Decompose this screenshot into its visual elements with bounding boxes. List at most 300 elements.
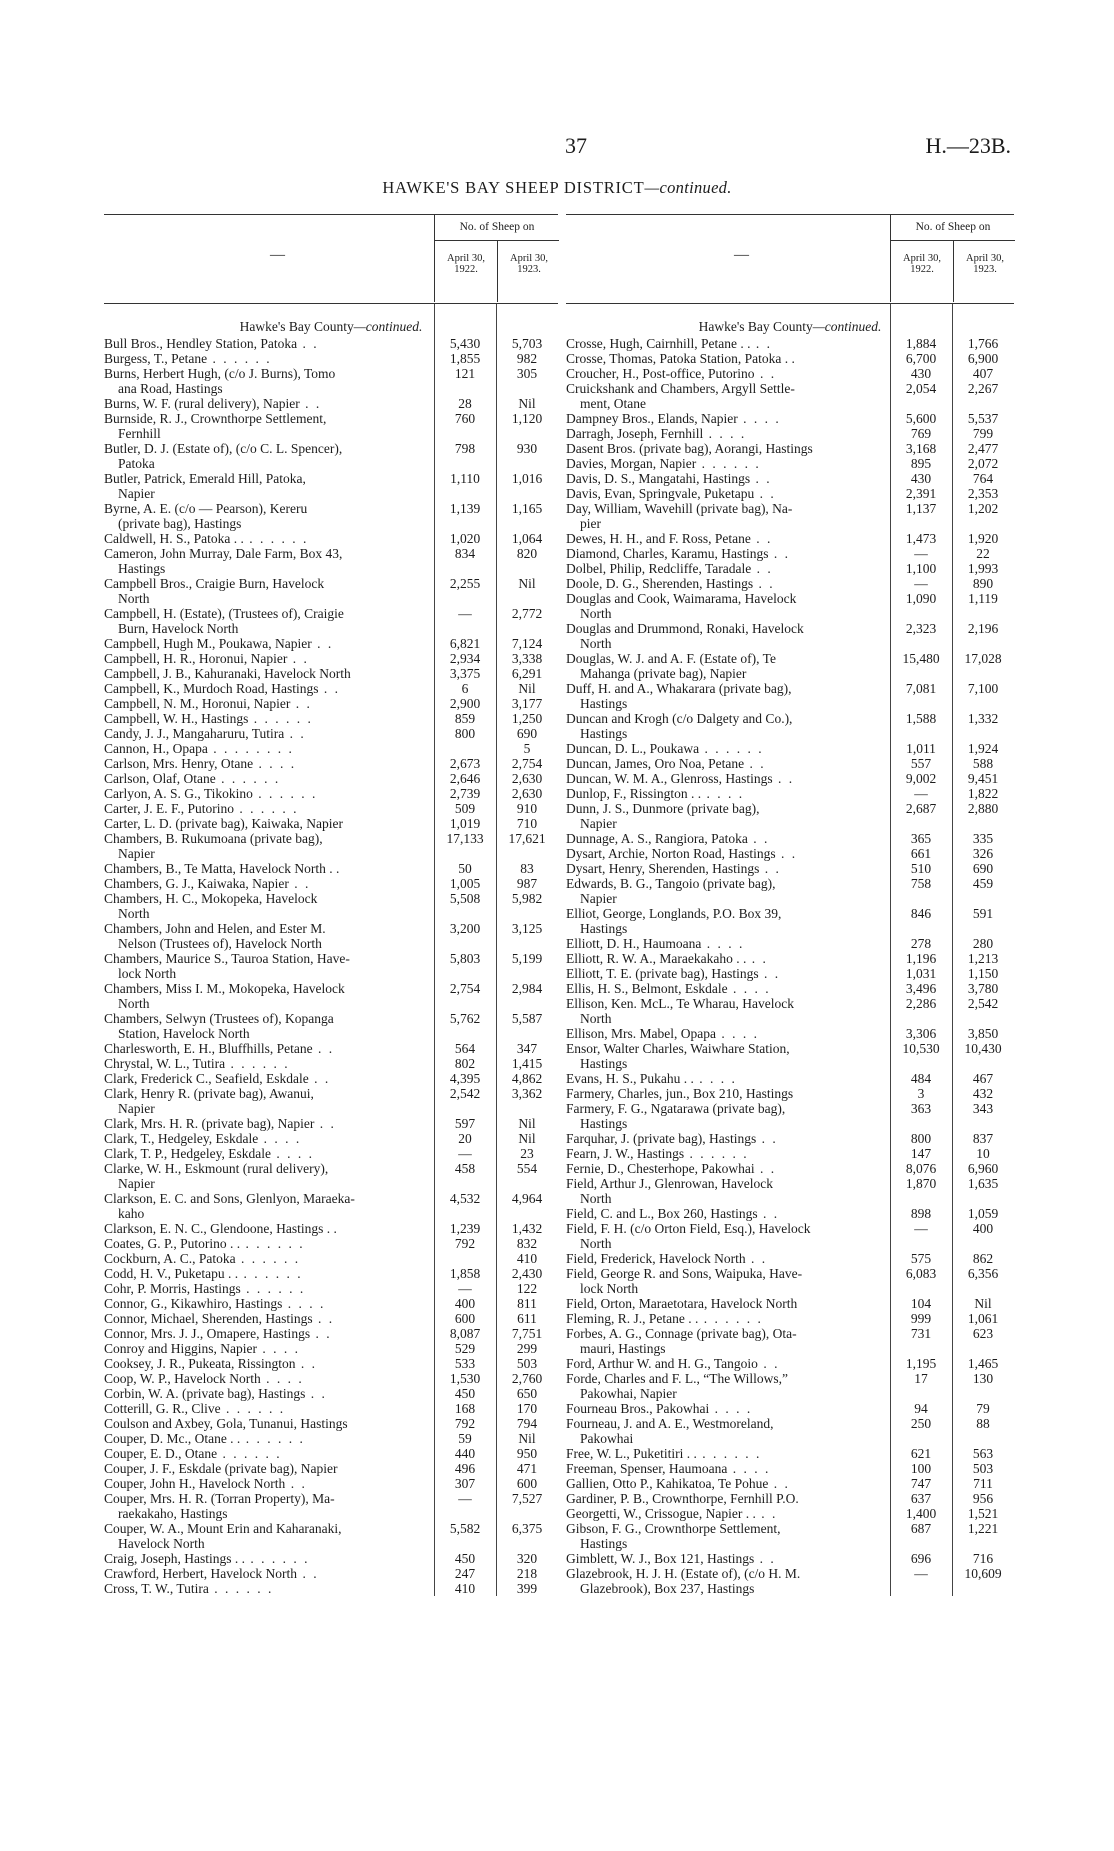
row-name: Ford, Arthur W. and H. G., Tangoio bbox=[566, 1356, 758, 1371]
table-row bbox=[566, 501, 1014, 531]
value-1922: 307 bbox=[454, 1476, 476, 1491]
table-row bbox=[104, 1116, 558, 1131]
value-1922: 2,754 bbox=[449, 981, 481, 996]
row-name: Duff, H. and A., Whakarara (private bag), bbox=[566, 681, 792, 696]
row-leader-dots: . . bbox=[751, 561, 773, 576]
table-row bbox=[566, 1161, 1014, 1176]
value-1923: 1,332 bbox=[967, 711, 999, 726]
row-name-cell bbox=[104, 981, 434, 1011]
row-name-cell bbox=[104, 1236, 434, 1251]
row-name: Dewes, H. H., and F. Ross, Petane bbox=[566, 531, 751, 546]
value-1923: 1,221 bbox=[967, 1521, 999, 1536]
row-name-cell bbox=[104, 1551, 434, 1566]
value-1923: Nil bbox=[518, 576, 536, 591]
row-name: Farquhar, J. (private bag), Hastings bbox=[566, 1131, 757, 1146]
value-1923: 1,415 bbox=[511, 1056, 543, 1071]
header-blank: — bbox=[270, 247, 285, 263]
table-row bbox=[566, 1071, 1014, 1086]
row-name: Fleming, R. J., Petane . . bbox=[566, 1311, 699, 1326]
row-name: Gardiner, P. B., Crownthorpe, Fernhill P.O. bbox=[566, 1491, 799, 1506]
row-name-continuation: raekakaho, Hastings bbox=[118, 1506, 228, 1521]
value-1922: 600 bbox=[454, 1311, 476, 1326]
value-1922: 760 bbox=[454, 411, 476, 426]
table-row bbox=[104, 1056, 558, 1071]
row-leader-dots: . . . . . . bbox=[252, 786, 318, 801]
value-1922: 363 bbox=[910, 1101, 932, 1116]
row-leader-dots: . . bbox=[318, 681, 340, 696]
value-1922: — bbox=[458, 1281, 472, 1296]
table-row bbox=[566, 471, 1014, 486]
row-name-cell bbox=[104, 1476, 434, 1491]
value-1922: 3,496 bbox=[905, 981, 937, 996]
table-row bbox=[104, 651, 558, 666]
row-name-cell bbox=[104, 801, 434, 816]
value-1923: 1,521 bbox=[967, 1506, 999, 1521]
table-row bbox=[566, 561, 1014, 576]
value-1922: 3,200 bbox=[449, 921, 481, 936]
row-name-cell bbox=[566, 1311, 890, 1326]
value-1923: 399 bbox=[516, 1581, 538, 1596]
col-1922-header: April 30, 1922. bbox=[903, 253, 941, 275]
value-1923: Nil bbox=[518, 1131, 536, 1146]
row-name-cell bbox=[104, 366, 434, 396]
value-1922: 834 bbox=[454, 546, 476, 561]
row-name: Ensor, Walter Charles, Waiwhare Station, bbox=[566, 1041, 790, 1056]
row-name-cell bbox=[566, 561, 890, 576]
table-row bbox=[566, 366, 1014, 381]
row-name: Corbin, W. A. (private bag), Hastings bbox=[104, 1386, 306, 1401]
row-name-cell bbox=[566, 621, 890, 651]
row-name-cell bbox=[104, 396, 434, 411]
value-1923: 10,430 bbox=[964, 1041, 1002, 1056]
row-name-cell bbox=[104, 1431, 434, 1446]
value-1922: 792 bbox=[454, 1236, 476, 1251]
row-name-continuation: pier bbox=[580, 516, 601, 531]
col-1922-header: April 30, 1922. bbox=[447, 253, 485, 275]
value-1923: 467 bbox=[972, 1071, 994, 1086]
row-name: Bull Bros., Hendley Station, Patoka bbox=[104, 336, 298, 351]
value-1922: 5,430 bbox=[449, 336, 481, 351]
table-row bbox=[104, 531, 558, 546]
row-leader-dots: . . bbox=[314, 1116, 336, 1131]
value-1923: 930 bbox=[516, 441, 538, 456]
table-header bbox=[104, 214, 558, 304]
row-name-continuation: ment, Otane bbox=[580, 396, 646, 411]
value-1923: 2,880 bbox=[967, 801, 999, 816]
row-name-cell bbox=[566, 486, 890, 501]
table-row bbox=[104, 1326, 558, 1341]
row-leader-dots: . . . . bbox=[256, 1341, 300, 1356]
value-1922: 1,239 bbox=[449, 1221, 481, 1236]
row-leader-dots: . . . . bbox=[270, 1146, 314, 1161]
row-leader-dots: . . bbox=[756, 1131, 778, 1146]
row-name: Couper, W. A., Mount Erin and Kaharanaki, bbox=[104, 1521, 342, 1536]
sheep-count-group-label: No. of Sheep on bbox=[891, 215, 1015, 241]
value-1922: 59 bbox=[458, 1431, 472, 1446]
table-row bbox=[566, 1371, 1014, 1401]
value-1922: 2,687 bbox=[905, 801, 937, 816]
value-1922: — bbox=[914, 546, 928, 561]
row-leader-dots: . . bbox=[287, 651, 309, 666]
value-1922: 999 bbox=[910, 1311, 932, 1326]
value-1922: 529 bbox=[454, 1341, 476, 1356]
value-1922: 1,530 bbox=[449, 1371, 481, 1386]
table-row bbox=[566, 1176, 1014, 1206]
row-name-cell bbox=[566, 1326, 890, 1356]
row-name: Chambers, H. C., Mokopeka, Havelock bbox=[104, 891, 318, 906]
value-1923: 2,353 bbox=[967, 486, 999, 501]
row-leader-dots: . . . . . . . . bbox=[207, 741, 294, 756]
row-name-continuation: Hastings bbox=[118, 561, 166, 576]
value-1923: 432 bbox=[972, 1086, 994, 1101]
value-1923: 956 bbox=[972, 1491, 994, 1506]
value-1923: 335 bbox=[972, 831, 994, 846]
value-1922: 247 bbox=[454, 1566, 476, 1581]
value-1923: 563 bbox=[972, 1446, 994, 1461]
value-1923: 650 bbox=[516, 1386, 538, 1401]
row-name: Campbell, N. M., Horonui, Napier bbox=[104, 696, 291, 711]
row-name: Edwards, B. G., Tangoio (private bag), bbox=[566, 876, 776, 891]
value-1922: 859 bbox=[454, 711, 476, 726]
row-name-cell bbox=[566, 741, 890, 756]
row-leader-dots: . . bbox=[311, 636, 334, 651]
row-name-cell bbox=[566, 1491, 890, 1506]
row-name: Carlson, Olaf, Otane bbox=[104, 771, 216, 786]
value-1922: 458 bbox=[454, 1161, 476, 1176]
row-leader-dots: . . bbox=[758, 966, 781, 981]
value-1923: 1,120 bbox=[511, 411, 543, 426]
value-1922: 898 bbox=[910, 1206, 932, 1221]
value-1923: 591 bbox=[972, 906, 994, 921]
table-row bbox=[104, 711, 558, 726]
value-1923: 22 bbox=[976, 546, 990, 561]
value-1922: 5,600 bbox=[905, 411, 937, 426]
row-name: Gallien, Otto P., Kahikatoa, Te Pohue bbox=[566, 1476, 769, 1491]
value-1923: 407 bbox=[972, 366, 994, 381]
value-1922: 168 bbox=[454, 1401, 476, 1416]
value-1922: 365 bbox=[910, 831, 932, 846]
table-row bbox=[104, 1461, 558, 1476]
table-row bbox=[104, 1281, 558, 1296]
value-1923: 820 bbox=[516, 546, 538, 561]
row-name-cell bbox=[104, 1086, 434, 1116]
row-leader-dots: . . . . bbox=[727, 981, 771, 996]
value-1923: 1,920 bbox=[967, 531, 999, 546]
row-name-cell bbox=[566, 861, 890, 876]
row-name-cell bbox=[566, 786, 890, 801]
table-row bbox=[104, 696, 558, 711]
row-name-continuation: Glazebrook), Box 237, Hastings bbox=[580, 1581, 755, 1596]
row-name: Darragh, Joseph, Fernhill bbox=[566, 426, 704, 441]
table-row bbox=[104, 1476, 558, 1491]
row-name: Field, George R. and Sons, Waipuka, Have- bbox=[566, 1266, 803, 1281]
value-1923: 503 bbox=[516, 1356, 538, 1371]
value-1923: 862 bbox=[972, 1251, 994, 1266]
row-name-cell bbox=[566, 951, 890, 966]
value-1923: 17,621 bbox=[508, 831, 546, 846]
table-row bbox=[566, 531, 1014, 546]
value-1923: 811 bbox=[517, 1296, 537, 1311]
value-1922: 3,306 bbox=[905, 1026, 937, 1041]
table-row bbox=[104, 1356, 558, 1371]
value-1922: 1,031 bbox=[905, 966, 937, 981]
row-name-cell bbox=[566, 876, 890, 906]
value-1923: 5,199 bbox=[511, 951, 543, 966]
value-1923: 799 bbox=[972, 426, 994, 441]
row-name-cell bbox=[566, 1506, 890, 1521]
value-1923: Nil bbox=[974, 1296, 992, 1311]
value-1923: 6,375 bbox=[511, 1521, 543, 1536]
value-1923: Nil bbox=[518, 1116, 536, 1131]
value-1922: — bbox=[458, 1146, 472, 1161]
value-1922: 564 bbox=[454, 1041, 476, 1056]
row-name: Butler, Patrick, Emerald Hill, Patoka, bbox=[104, 471, 306, 486]
row-name: Clark, Frederick C., Seafield, Eskdale bbox=[104, 1071, 309, 1086]
row-name: Burns, W. F. (rural delivery), Napier bbox=[104, 396, 300, 411]
value-1923: 6,356 bbox=[967, 1266, 999, 1281]
value-1923: 218 bbox=[516, 1566, 538, 1581]
table-row bbox=[566, 1101, 1014, 1131]
row-name-cell bbox=[104, 861, 434, 876]
value-1923: 410 bbox=[516, 1251, 538, 1266]
row-leader-dots: . . . . bbox=[715, 1026, 759, 1041]
row-name-continuation: Napier bbox=[118, 1101, 155, 1116]
row-name-cell bbox=[566, 1416, 890, 1446]
row-name-cell bbox=[566, 1041, 890, 1071]
value-1922: 8,087 bbox=[449, 1326, 481, 1341]
row-name-cell bbox=[104, 1386, 434, 1401]
value-1923: 794 bbox=[516, 1416, 538, 1431]
row-name-cell bbox=[566, 1401, 890, 1416]
table-row bbox=[566, 1401, 1014, 1416]
value-1922: 6,083 bbox=[905, 1266, 937, 1281]
row-name-cell bbox=[566, 1566, 890, 1596]
row-leader-dots: . . . . . . bbox=[220, 1401, 286, 1416]
value-1923: 326 bbox=[972, 846, 994, 861]
row-leader-dots: . . . . . . bbox=[698, 1311, 763, 1326]
value-1923: 10 bbox=[976, 1146, 990, 1161]
value-1922: — bbox=[914, 1221, 928, 1236]
row-leader-dots: . . bbox=[747, 831, 770, 846]
row-name: Coates, G. P., Putorino . . bbox=[104, 1236, 241, 1251]
value-1922: 1,196 bbox=[905, 951, 937, 966]
value-1923: 79 bbox=[976, 1401, 990, 1416]
row-leader-dots: . . bbox=[285, 1476, 307, 1491]
row-name: Crawford, Herbert, Havelock North bbox=[104, 1566, 298, 1581]
row-name-cell bbox=[566, 1071, 890, 1086]
row-name: Clarke, W. H., Eskmount (rural delivery), bbox=[104, 1161, 329, 1176]
row-name-cell bbox=[104, 351, 434, 366]
row-leader-dots: . . bbox=[288, 876, 311, 891]
row-name: Evans, H. S., Pukahu . . bbox=[566, 1071, 694, 1086]
row-name: Douglas and Drummond, Ronaki, Havelock bbox=[566, 621, 804, 636]
value-1922: 9,002 bbox=[905, 771, 937, 786]
row-leader-dots: . . . . . . bbox=[684, 1146, 749, 1161]
value-1922: 1,400 bbox=[905, 1506, 937, 1521]
value-1923: 7,124 bbox=[511, 636, 543, 651]
row-name-cell bbox=[104, 1491, 434, 1521]
row-name: Clark, T., Hedgeley, Eskdale bbox=[104, 1131, 259, 1146]
value-1923: 1,059 bbox=[967, 1206, 999, 1221]
row-name-cell bbox=[566, 1131, 890, 1146]
row-leader-dots: . . bbox=[744, 756, 766, 771]
row-name-cell bbox=[566, 1266, 890, 1296]
table-row bbox=[104, 1221, 558, 1236]
row-name-cell bbox=[566, 381, 890, 411]
row-name-cell bbox=[566, 1296, 890, 1311]
row-name-cell bbox=[104, 411, 434, 441]
row-name: Dysart, Henry, Sherenden, Hastings bbox=[566, 861, 760, 876]
value-1922: 278 bbox=[910, 936, 932, 951]
row-name-continuation: North bbox=[118, 591, 150, 606]
table-row bbox=[104, 1296, 558, 1311]
row-name-continuation: North bbox=[580, 1011, 612, 1026]
value-1923: 3,780 bbox=[967, 981, 999, 996]
table-row bbox=[566, 1296, 1014, 1311]
value-1923: 890 bbox=[972, 576, 994, 591]
table-row bbox=[566, 681, 1014, 711]
row-name-cell bbox=[566, 1356, 890, 1371]
row-name: Crosse, Hugh, Cairnhill, Petane . . bbox=[566, 336, 751, 351]
row-name-cell bbox=[566, 1146, 890, 1161]
value-1923: 1,202 bbox=[967, 501, 999, 516]
value-1922: 1,473 bbox=[905, 531, 937, 546]
row-name: Campbell, J. B., Kahuranaki, Havelock North bbox=[104, 666, 351, 681]
row-name-cell bbox=[104, 876, 434, 891]
table-row bbox=[566, 876, 1014, 906]
row-name: Coop, W. P., Havelock North bbox=[104, 1371, 261, 1386]
value-1922: 6,821 bbox=[449, 636, 481, 651]
row-name-cell bbox=[104, 1311, 434, 1326]
value-1923: 4,964 bbox=[511, 1191, 543, 1206]
table-row bbox=[104, 1491, 558, 1521]
table-row bbox=[566, 951, 1014, 966]
row-name: Day, William, Wavehill (private bag), Na- bbox=[566, 501, 793, 516]
value-1922: 687 bbox=[910, 1521, 932, 1536]
row-name: Chambers, Maurice S., Tauroa Station, Have- bbox=[104, 951, 350, 966]
row-name-continuation: North bbox=[580, 1236, 612, 1251]
value-1923: 1,064 bbox=[511, 531, 543, 546]
row-name-cell bbox=[104, 1401, 434, 1416]
table-row bbox=[104, 1551, 558, 1566]
row-name-cell bbox=[566, 1086, 890, 1101]
row-leader-dots: . . . . . . bbox=[240, 1236, 305, 1251]
row-name: Chambers, G. J., Kaiwaka, Napier bbox=[104, 876, 289, 891]
value-1923: 23 bbox=[520, 1146, 534, 1161]
value-1922: — bbox=[914, 1566, 928, 1581]
row-name: Chambers, B. Rukumoana (private bag), bbox=[104, 831, 323, 846]
row-name: Douglas and Cook, Waimarama, Havelock bbox=[566, 591, 797, 606]
row-name: Cotterill, G. R., Clive bbox=[104, 1401, 221, 1416]
value-1922: 430 bbox=[910, 471, 932, 486]
row-name-cell bbox=[104, 1446, 434, 1461]
row-name: Fearn, J. W., Hastings bbox=[566, 1146, 685, 1161]
row-name-cell bbox=[566, 1101, 890, 1131]
value-1922: 20 bbox=[458, 1131, 472, 1146]
row-name: Clark, Mrs. H. R. (private bag), Napier bbox=[104, 1116, 315, 1131]
row-name: Field, Orton, Maraetotara, Havelock North bbox=[566, 1296, 798, 1311]
value-1923: 1,924 bbox=[967, 741, 999, 756]
table-row bbox=[104, 801, 558, 816]
row-leader-dots: . . bbox=[295, 1356, 318, 1371]
row-name-cell bbox=[104, 1326, 434, 1341]
table-row bbox=[566, 381, 1014, 411]
row-name-cell bbox=[104, 1296, 434, 1311]
row-name-cell bbox=[566, 441, 890, 456]
table-row bbox=[566, 1506, 1014, 1521]
row-leader-dots: . . . . bbox=[703, 426, 747, 441]
row-name-cell bbox=[104, 606, 434, 636]
table-row bbox=[566, 651, 1014, 681]
col-1923-header: April 30, 1923. bbox=[953, 240, 1016, 302]
table-row bbox=[566, 1026, 1014, 1041]
row-name-cell bbox=[104, 531, 434, 546]
value-1922: 1,588 bbox=[905, 711, 937, 726]
value-1923: 711 bbox=[973, 1476, 993, 1491]
table-row bbox=[566, 936, 1014, 951]
row-name-cell bbox=[566, 771, 890, 786]
row-name-cell bbox=[104, 891, 434, 921]
row-name: Douglas, W. J. and A. F. (Estate of), Te bbox=[566, 651, 776, 666]
row-name-cell bbox=[566, 351, 890, 366]
row-name-cell bbox=[566, 426, 890, 441]
row-name: Duncan, W. M. A., Glenross, Hastings bbox=[566, 771, 773, 786]
table-row bbox=[566, 1311, 1014, 1326]
value-1922: 440 bbox=[454, 1446, 476, 1461]
row-leader-dots: . . bbox=[757, 1356, 780, 1371]
value-1922: 1,100 bbox=[905, 561, 937, 576]
row-leader-dots: . . . . . . bbox=[245, 1551, 310, 1566]
row-name: Field, Frederick, Havelock North bbox=[566, 1251, 746, 1266]
table-row bbox=[104, 831, 558, 861]
row-name-cell bbox=[566, 1476, 890, 1491]
row-leader-dots: . . bbox=[750, 471, 772, 486]
row-name: Chambers, Miss I. M., Mokopeka, Havelock bbox=[104, 981, 345, 996]
row-leader-dots: . . bbox=[772, 771, 795, 786]
table-row bbox=[104, 876, 558, 891]
table-row bbox=[104, 366, 558, 396]
row-name-cell bbox=[566, 831, 890, 846]
table-row bbox=[104, 816, 558, 831]
value-1923: 1,993 bbox=[967, 561, 999, 576]
value-1922: 450 bbox=[454, 1551, 476, 1566]
value-1922: 28 bbox=[458, 396, 472, 411]
row-name-cell bbox=[566, 1251, 890, 1266]
row-name-continuation: Station, Havelock North bbox=[118, 1026, 250, 1041]
row-name-cell bbox=[566, 471, 890, 486]
row-name: Campbell, K., Murdoch Road, Hastings bbox=[104, 681, 319, 696]
row-name: Burgess, T., Petane bbox=[104, 351, 208, 366]
value-1922: 758 bbox=[910, 876, 932, 891]
row-name: Elliott, R. W. A., Maraekakaho . . bbox=[566, 951, 747, 966]
value-1922: 800 bbox=[454, 726, 476, 741]
row-name-cell bbox=[566, 1161, 890, 1176]
row-name: Craig, Joseph, Hastings . . bbox=[104, 1551, 245, 1566]
value-1922: 533 bbox=[454, 1356, 476, 1371]
value-1922: 147 bbox=[910, 1146, 932, 1161]
row-leader-dots: . . bbox=[746, 951, 768, 966]
row-name-continuation: Havelock North bbox=[118, 1536, 205, 1551]
row-leader-dots: . . bbox=[290, 696, 312, 711]
row-leader-dots: . . bbox=[299, 396, 322, 411]
row-name-continuation: mauri, Hastings bbox=[580, 1341, 666, 1356]
row-name-continuation: Hastings bbox=[580, 1536, 628, 1551]
value-1922: 5,762 bbox=[449, 1011, 481, 1026]
value-1923: 910 bbox=[516, 801, 538, 816]
row-name-cell bbox=[566, 981, 890, 996]
table-row bbox=[104, 546, 558, 576]
table-row bbox=[566, 996, 1014, 1026]
